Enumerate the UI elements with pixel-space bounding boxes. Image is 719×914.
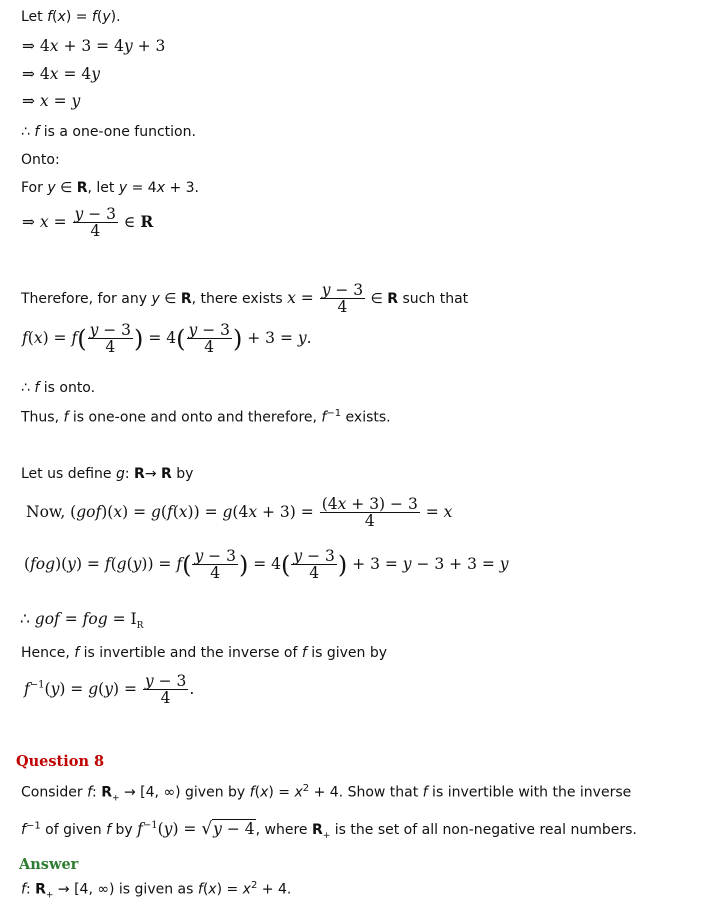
line-gof-eq-fog: ∴ gof = fog = $I_R$ (20, 610, 144, 632)
question-text-line-1: Consider f: $R_+ \to [4$, ∞) given by $f(x) = x^2 + 4$. Show that f is invertible with the inverse (21, 783, 632, 804)
line-x-eq-y: ⇒ x = y (22, 92, 81, 110)
line-inverse-formula: $f^{-1}(y) = g(y)$ = $\frac{y - 3}{4}$ . (24, 672, 195, 708)
line-f-of-x-onto-proof: f(x) = f( $\frac{y - 3}{4}$ ) = 4( $\frac{y - 3}{4}$ ) + 3 = y. (22, 321, 312, 357)
line-hence-invertible: Hence, f is invertible and the inverse of f is given by (21, 645, 388, 661)
line-x-eq-fraction: ⇒ x = $\frac{y - 3}{4}$ ∈ R (22, 205, 154, 241)
line-therefore-exists: Therefore, for any y ∈ R, there exists x = $\frac{y - 3}{4}$ ∈ R such that (21, 281, 469, 317)
answer-title: Answer (19, 856, 79, 873)
line-4x-eq-4y: ⇒ 4x = 4y (22, 65, 100, 83)
question-title: Question 8 (16, 753, 105, 770)
line-f-is-onto: ∴ f is onto. (21, 380, 96, 396)
answer-line-1: f: $R_+ \to [4$, ∞) is given as $f(x) = x^2 + 4$. (21, 880, 292, 901)
line-fog-identity: (fog)(y) = f(g(y)) = f( $\frac{y - 3}{4}$ ) = 4( $\frac{y - 3}{4}$ ) + 3 = y − 3 + 3 = y (24, 547, 509, 583)
line-let-fx-eq-fy: Let f(x) = f(y). (21, 9, 121, 25)
line-4x-plus-3: ⇒ 4x + 3 = 4y + 3 (22, 37, 166, 55)
line-one-one-conclusion: ∴ f is a one-one function. (21, 124, 196, 140)
onto-heading: Onto: (21, 152, 60, 168)
line-for-y-in-R: For y ∈ R, let y = 4x + 3. (21, 180, 199, 196)
line-gof-identity: Now, (gof)(x) = g(f(x)) = g(4x + 3) = $\frac{(4x + 3) - 3}{4}$ = x (26, 495, 453, 531)
question-text-line-2: $f^{-1}$ of given f by $f^{-1}(y) = √y - 4$, where $R_+$ is the set of all non-negative real numbers. (21, 819, 637, 841)
line-inverse-exists: Thus, f is one-one and onto and therefore, $f^{-1}$ exists. (21, 408, 391, 426)
line-define-g: Let us define g: R→ R by (21, 466, 194, 482)
